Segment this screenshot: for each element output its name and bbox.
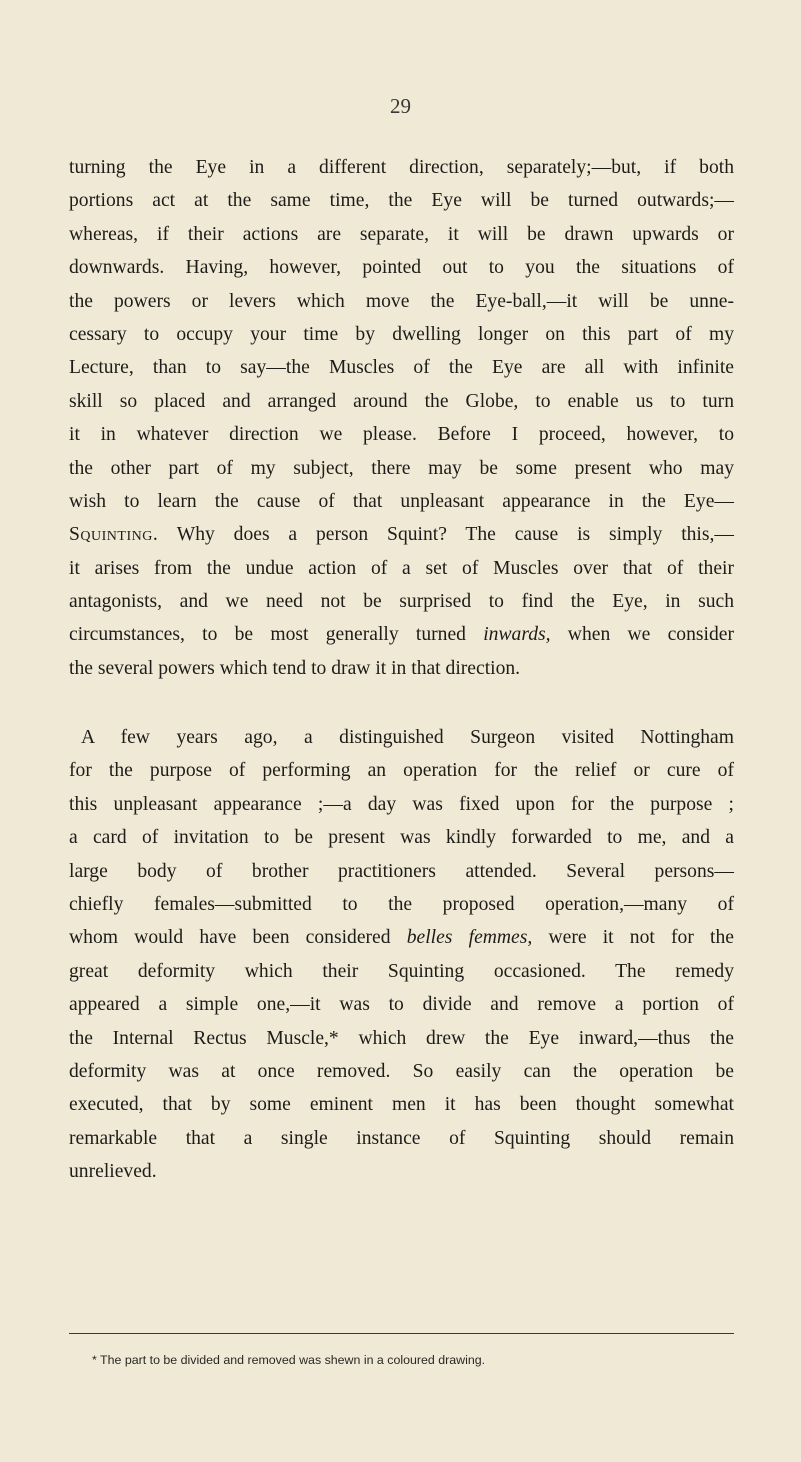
text-line: A few years ago, a distinguished Surgeon visited Nottingham	[81, 727, 734, 748]
text-line: portions act at the same time, the Eye will be turned outwards;—	[69, 190, 734, 212]
text-line: great deformity which their Squinting occasioned. The remedy	[69, 960, 734, 982]
smallcaps-term: Squinting.	[69, 524, 159, 546]
text-line: the several powers which tend to draw it in that direction.	[69, 657, 521, 679]
text-line: for the purpose of performing an operation for the relief or cure of	[69, 760, 734, 782]
text-line: downwards. Having, however, pointed out to you the situations of	[69, 257, 734, 279]
text-line: remarkable that a single instance of Squinting should remain	[69, 1127, 734, 1149]
text-line	[69, 618, 734, 651]
text-line: turning the Eye in a different direction, separately;—but, if both	[69, 157, 734, 178]
text-line: chiefly females—submitted to the proposed operation,—many of	[69, 893, 734, 915]
text-run: were it not for the	[532, 927, 734, 949]
text-line	[69, 921, 734, 954]
text-line: antagonists, and we need not be surprised to find the Eye, in such	[69, 591, 734, 613]
text-line: the Internal Rectus Muscle,* which drew the Eye inward,—thus the	[69, 1027, 734, 1049]
text-run: Why does a person Squint? The cause is simply this,—	[158, 524, 734, 546]
text-line: wish to learn the cause of that unpleasant appearance in the Eye—	[69, 490, 734, 512]
text-line: large body of brother practitioners attended. Several persons—	[69, 860, 734, 882]
text-line: cessary to occupy your time by dwelling longer on this part of my	[69, 323, 734, 345]
text-line: a card of invitation to be present was kindly forwarded to me, and a	[69, 827, 734, 849]
text-line: unrelieved.	[69, 1161, 157, 1183]
text-line: whereas, if their actions are separate, it will be drawn upwards or	[69, 223, 734, 245]
paragraph-1	[69, 151, 734, 685]
italic-term: belles femmes,	[406, 927, 533, 949]
text-line: it in whatever direction we please. Before I proceed, however, to	[69, 424, 734, 446]
text-run: circumstances, to be most generally turned	[69, 624, 484, 646]
text-line: the powers or levers which move the Eye-ball,—it will be unne-	[69, 290, 734, 312]
text-line: this unpleasant appearance ;—a day was fixed upon for the purpose ;	[69, 793, 734, 815]
text-line: executed, that by some eminent men it has been thought somewhat	[69, 1094, 734, 1116]
text-run: whom would have been considered	[69, 927, 407, 949]
text-line: deformity was at once removed. So easily can the operation be	[69, 1060, 734, 1082]
text-line	[69, 518, 734, 551]
italic-term: inwards,	[483, 624, 551, 646]
text-line: skill so placed and arranged around the Globe, to enable us to turn	[69, 390, 734, 412]
text-line: the other part of my subject, there may be some present who may	[69, 457, 734, 479]
paragraph-2	[69, 721, 734, 1188]
text-run: when we consider	[550, 624, 734, 646]
text-line: it arises from the undue action of a set of Muscles over that of their	[69, 557, 734, 579]
page-number: 29	[390, 94, 411, 118]
footnote: * The part to be divided and removed was shewn in a coloured drawing.	[92, 1353, 486, 1367]
text-line: appeared a simple one,—it was to divide and remove a portion of	[69, 994, 734, 1016]
footnote-divider	[69, 1333, 734, 1334]
text-line: Lecture, than to say—the Muscles of the Eye are all with infinite	[69, 357, 734, 379]
